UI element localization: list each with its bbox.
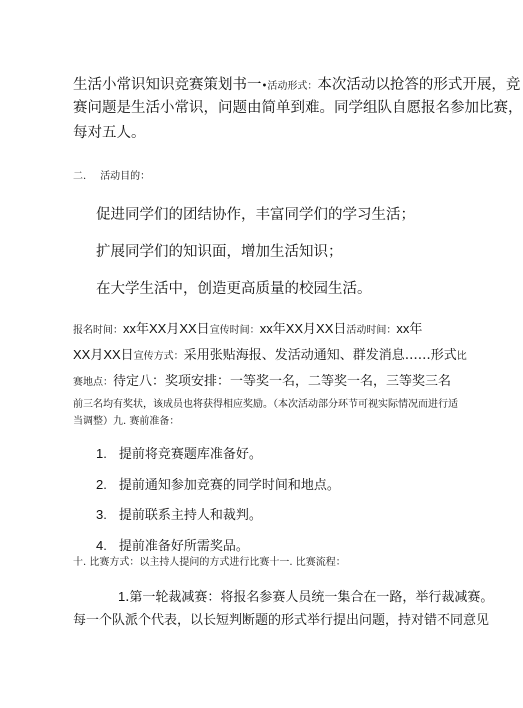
intro-line-2: 赛问题是生活小常识，问题由简单到难。同学组队自愿报名参加比赛， xyxy=(73,100,523,116)
prep-item-number: 1. xyxy=(96,446,107,461)
prep-item-number: 2. xyxy=(96,477,107,492)
doc-title: 生活小常识知识竞赛策划书一 xyxy=(73,77,262,93)
section-2-number: 二. xyxy=(73,171,87,182)
prep-item-text: 提前准备好所需奖品。 xyxy=(118,539,249,554)
flow-line-2: 每一个队派个代表，以长短判断题的形式举行提出问题，持对错不同意见 xyxy=(73,613,490,628)
signup-time-label: 报名时间： xyxy=(73,325,123,336)
info-line-1 xyxy=(73,320,422,336)
prep-item xyxy=(96,445,262,461)
prep-item-number: 3. xyxy=(96,507,107,522)
intro-line-1 xyxy=(73,76,520,93)
prep-item xyxy=(96,476,340,492)
section-2-title: 活动目的： xyxy=(100,171,151,182)
info-line-3 xyxy=(73,372,451,388)
flow-item-number: 1 xyxy=(118,589,126,604)
purpose-item: 扩展同学们的知识面，增加生活知识； xyxy=(96,244,343,260)
purpose-item: 在大学生活中，创造更高质量的校园生活。 xyxy=(96,281,372,297)
promo-method-value: 采用张贴海报、发活动通知、群发消息……形式 xyxy=(183,348,457,363)
venue-label-end: 赛地点： xyxy=(73,377,113,388)
venue-and-awards: 待定八：奖项安排：一等奖一名，二等奖一名，三等奖三名 xyxy=(113,374,452,389)
section-10-heading: 十. 比赛方式：以主持人提问的方式进行比赛十一. 比赛流程： xyxy=(73,557,346,568)
intro-line-3: 每对五人。 xyxy=(73,125,146,141)
promo-method-label: 宣传方式： xyxy=(133,351,184,362)
prep-item-number: 4. xyxy=(96,538,107,553)
prep-item-text: 提前通知参加竞赛的同学时间和地点。 xyxy=(118,478,340,493)
prep-item xyxy=(96,537,249,553)
intro-text-1: 本次活动以抢答的形式开展，竞 xyxy=(317,77,521,93)
event-time-value-start: xx年 xyxy=(396,321,423,336)
prep-item xyxy=(96,506,262,522)
flow-item-text: .第一轮裁减赛：将报名参赛人员统一集合在一路，举行裁减赛。 xyxy=(125,590,494,605)
section-2-heading xyxy=(73,172,150,182)
signup-time-value: xx年XX月XX日 xyxy=(123,321,210,336)
info-line-2 xyxy=(73,346,467,362)
purpose-item: 促进同学们的团结协作，丰富同学们的学习生活； xyxy=(96,207,415,223)
flow-line-1 xyxy=(118,588,493,604)
venue-label-start: 比 xyxy=(456,351,467,362)
event-time-value-end: XX月XX日 xyxy=(73,347,134,362)
info-line-4: 前三名均有奖状，该成员也将获得相应奖励。（本次活动部分环节可视实际情况而进行适 xyxy=(73,399,458,410)
prep-item-text: 提前将竞赛题库准备好。 xyxy=(118,447,262,462)
promo-time-label: 宣传时间： xyxy=(209,325,260,336)
promo-time-value: xx年XX月XX日 xyxy=(259,321,347,336)
event-time-label: 活动时间： xyxy=(346,325,397,336)
prep-item-text: 提前联系主持人和裁判。 xyxy=(118,508,262,523)
activity-form-label: •活动形式： xyxy=(261,81,318,92)
info-line-5: 当调整）九. 赛前准备： xyxy=(73,416,180,427)
